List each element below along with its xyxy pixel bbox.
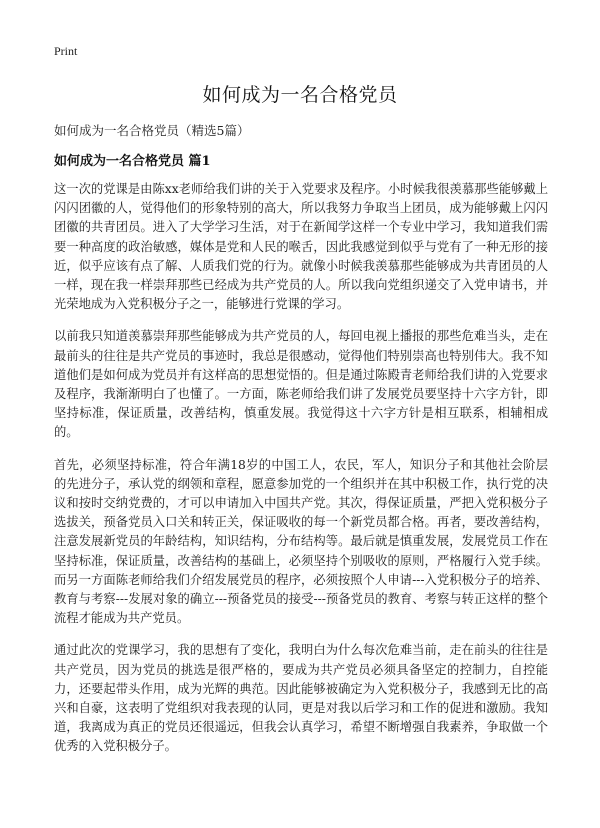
document-subtitle: 如何成为一名合格党员（精选5篇） (54, 123, 250, 138)
body-paragraph: 这一次的党课是由陈xx老师给我们讲的关于入党要求及程序。小时候我很羡慕那些能够戴上闪闪团徽的人，觉得他们的形象特别的高大，所以我努力争取当上团员，成为能够戴上闪闪团徽的共青团员。进入了大学学习生活，对于在新闻学这样一个专业中学习，我知道我们需要一种高度的政治敏感，媒体是党和人民的喉舌，因此我感觉到似乎与党有了一种无形的接近，似乎应该有点了解、人质我们党的行为。就像小时候我羡慕那些能够成为共青团员的人一样，现在我一样崇拜那些已经成为共产党员的人。所以我向党组织递交了入党申请书，并光荣地成为入党积极分子之一，能够进行党课的学习。 (54, 182, 548, 312)
body-paragraph: 首先，必须坚持标准，符合年满18岁的中国工人，农民，军人，知识分子和其他社会阶层的先进分子，承认党的纲领和章程，愿意参加党的一个组织并在其中积极工作，执行党的决议和按时交纳党费的，才可以申请加入中国共产党。其次，得保证质量，严把入党积极分子选拔关，预备党员入口关和转正关，保证吸收的每一个新党员都合格。再者，要改善结构，注意发展新党员的年龄结构，知识结构，分布结构等。最后就是慎重发展，发展党员工作在坚持标准，保证质量，改善结构的基础上，必须坚持个别吸收的原则，严格履行入党手续。而另一方面陈老师给我们介绍发展党员的程序，必须按照个人申请---入党积极分子的培养、教育与考察---发展对象的确立---预备党员的接受---预备党员的教育、考察与转正这样的整个流程才能成为共产党员。 (54, 457, 548, 626)
print-label: Print (54, 44, 78, 58)
body-paragraph: 通过此次的党课学习，我的思想有了变化，我明白为什么每次危难当前，走在前头的往往是共产党员，因为党员的挑选是很严格的，要成为共产党员必须具备坚定的控制力，自控能力，还要起带头作用，成为光辉的典范。因此能够被确定为入党积极分子，我感到无比的高兴和自豪，这表明了党组织对我表现的认同，更是对我以后学习和工作的促进和激励。我知道，我离成为真正的党员还很遥远，但我会认真学习，希望不断增强自我素养，争取做一个优秀的入党积极分子。 (54, 643, 548, 754)
body-paragraph: 以前我只知道羡慕崇拜那些能够成为共产党员的人，每回电视上播报的那些危难当头，走在最前头的往往是共产党员的事迹时，我总是很感动，觉得他们特别崇高也特别伟大。我不知道他们是如何成为党员并有这样高的思想觉悟的。但是通过陈殿青老师给我们讲的入党要求及程序，我渐渐明白了也懂了。一方面，陈老师给我们讲了发展党员要坚持十六字方针，即坚持标准，保证质量，改善结构，慎重发展。我觉得这十六字方针是相互联系，相辅相成的。 (54, 329, 548, 440)
document-title: 如何成为一名合格党员 (202, 84, 398, 106)
document-body (54, 180, 548, 770)
section-heading: 如何成为一名合格党员 篇1 (54, 154, 211, 169)
